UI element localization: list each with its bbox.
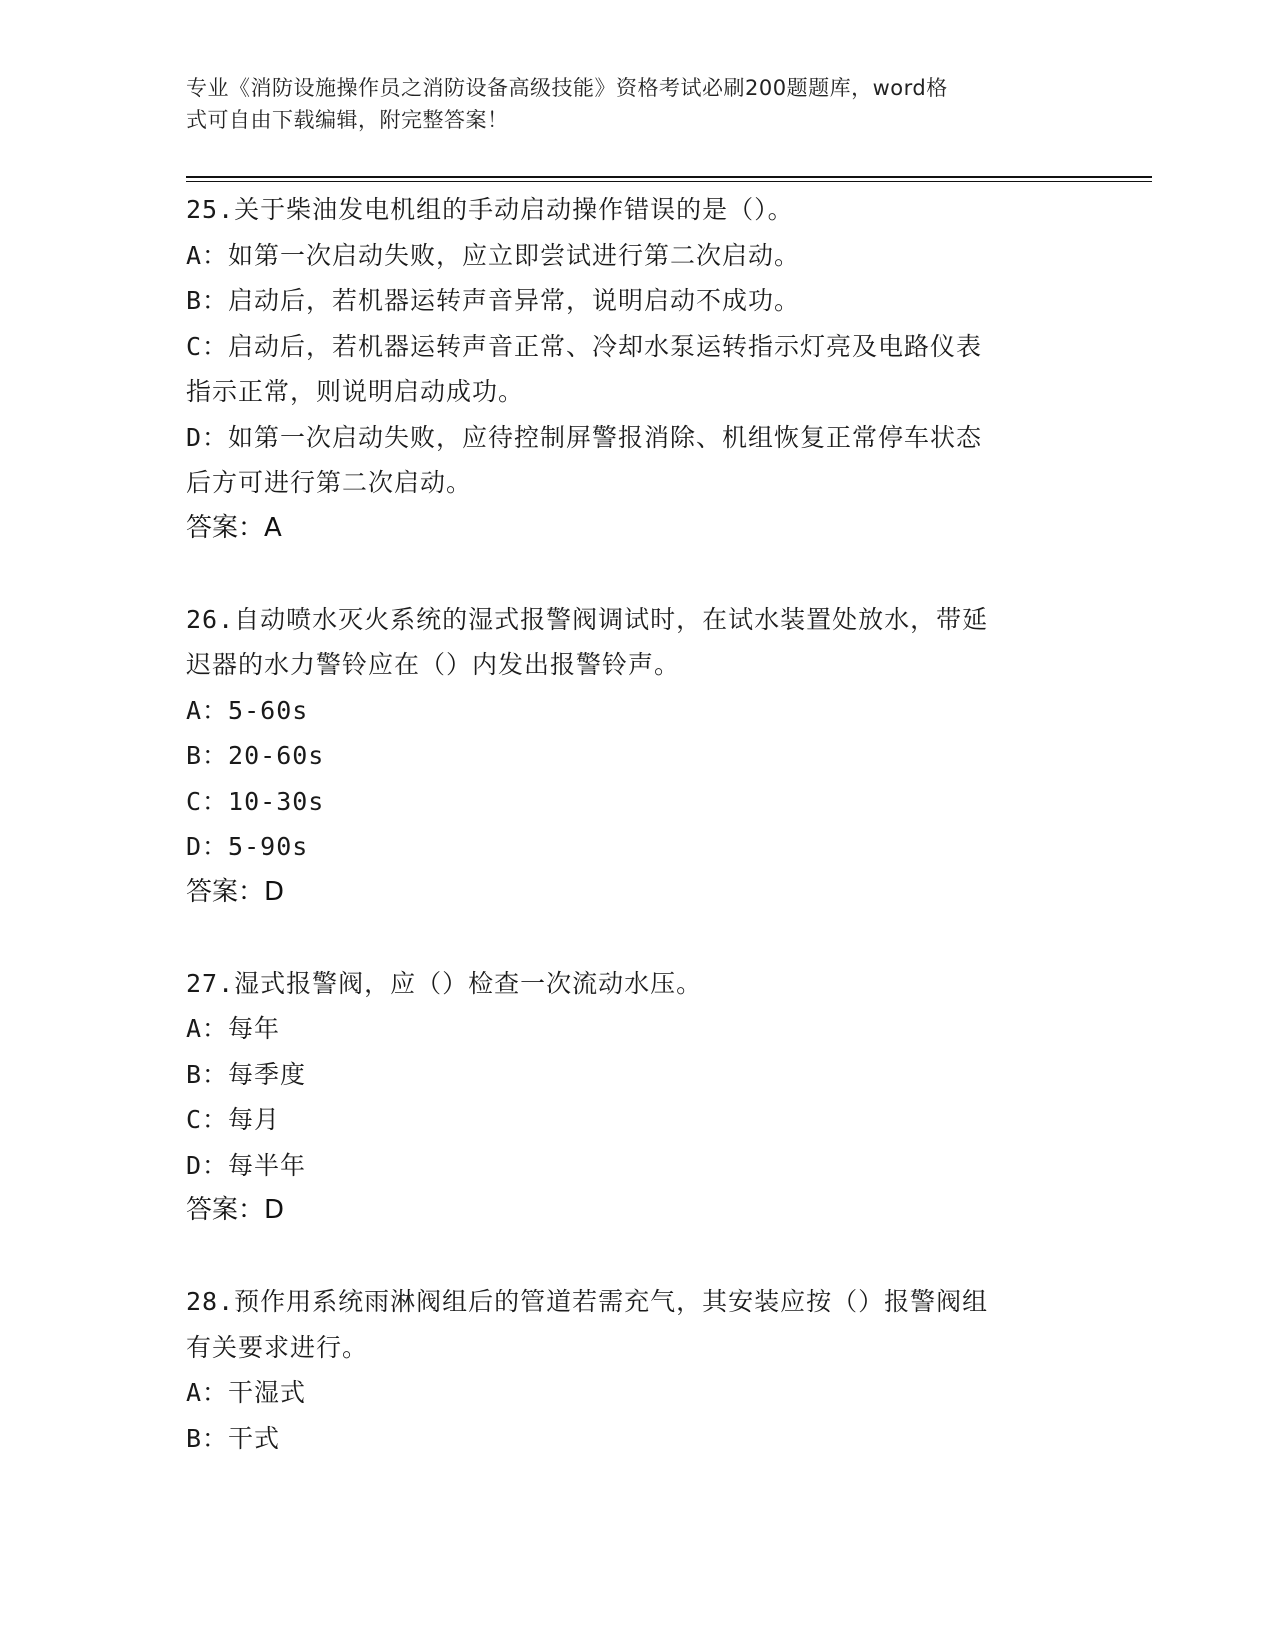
question-spacer (186, 915, 1076, 961)
option-line: B：每季度 (186, 1059, 307, 1089)
header-line-1: 专业《消防设施操作员之消防设备高级技能》资格考试必刷200题题库，word格 (186, 76, 948, 100)
question-spacer (186, 551, 1076, 597)
option-line: D：5-90s (186, 832, 309, 861)
option-line: C：每月 (186, 1105, 281, 1134)
option-line: A：干湿式 (186, 1378, 307, 1407)
document-header (186, 72, 1076, 136)
option-line: A：每年 (186, 1014, 281, 1043)
header-divider-thick (186, 176, 1152, 178)
option-line: A：5-60s (186, 695, 309, 725)
option-line: 指示正常，则说明启动成功。 (186, 377, 525, 406)
option-line: B：启动后，若机器运转声音异常，说明启动不成功。 (186, 286, 801, 315)
option-line: 后方可进行第二次启动。 (186, 468, 473, 497)
option-line: A：如第一次启动失败，应立即尝试进行第二次启动。 (186, 240, 801, 270)
question-stem-line: 有关要求进行。 (186, 1332, 369, 1362)
answer-line: 答案：A (186, 512, 282, 543)
header-divider-thin (186, 181, 1152, 182)
question-block (186, 1279, 1076, 1461)
question-block (186, 597, 1076, 916)
question-block (186, 961, 1076, 1234)
option-line: D：如第一次启动失败，应待控制屏警报消除、机组恢复正常停车状态 (186, 422, 983, 452)
question-list (186, 187, 1076, 1461)
option-line: C：10-30s (186, 786, 325, 816)
question-stem-line: 迟器的水力警铃应在（）内发出报警铃声。 (186, 650, 681, 679)
option-line: C：启动后，若机器运转声音正常、冷却水泵运转指示灯亮及电路仪表 (186, 331, 983, 361)
answer-line: 答案：D (186, 1195, 285, 1225)
header-line-2: 式可自由下载编辑，附完整答案！ (186, 108, 509, 132)
question-block (186, 187, 1076, 551)
question-stem-line: 25.关于柴油发电机组的手动启动操作错误的是（）。 (186, 195, 794, 224)
question-stem-line: 28.预作用系统雨淋阀组后的管道若需充气，其安装应按（）报警阀组 (186, 1287, 989, 1316)
question-stem-line: 27.湿式报警阀，应（）检查一次流动水压。 (186, 968, 703, 998)
option-line: D：每半年 (186, 1150, 307, 1180)
option-line: B：20-60s (186, 741, 325, 770)
option-line: B：干式 (186, 1423, 281, 1453)
question-spacer (186, 1234, 1076, 1280)
answer-line: 答案：D (186, 876, 285, 907)
question-stem-line: 26.自动喷水灭火系统的湿式报警阀调试时，在试水装置处放水，带延 (186, 604, 989, 634)
